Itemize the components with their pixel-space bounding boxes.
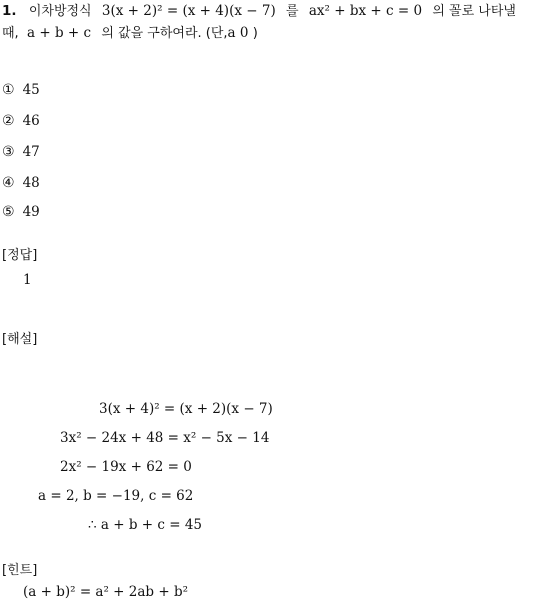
option-mark: ② [2,113,15,129]
question-text: 를 [286,4,299,19]
option-4[interactable] [2,174,40,192]
question-text: 때, [2,26,19,41]
explanation-equation: 3(x + 4)² = (x + 2)(x − 7) [99,401,273,417]
equation-inline: ax² + bx + c = 0 [308,3,423,19]
answer-label: [정답] [2,248,38,263]
hint-label: [힌트] [2,563,38,578]
equation-inline: a + b + c [27,25,92,41]
option-3[interactable] [2,143,40,161]
answer-value: 1 [23,272,32,288]
option-value: 47 [22,144,40,160]
option-mark: ① [2,82,15,98]
explanation-equation: a = 2, b = −19, c = 62 [38,488,194,504]
equation-inline: 3(x + 2)² = (x + 4)(x − 7) [101,3,276,19]
option-mark: ④ [2,175,15,191]
explanation-equation: ∴ a + b + c = 45 [88,517,202,533]
explanation-equation: 3x² − 24x + 48 = x² − 5x − 14 [60,430,270,446]
question-line-1 [2,2,516,21]
question-text: 의 값을 구하여라. (단, [101,26,228,41]
option-mark: ③ [2,144,15,160]
question-line-2 [2,24,258,43]
option-value: 49 [22,204,40,220]
hint-formula: (a + b)² = a² + 2ab + b² [23,584,189,600]
explanation-label: [해설] [2,332,38,347]
question-text: ) [252,26,258,41]
question-text: 의 꼴로 나타낼 [432,4,516,19]
question-text: 이차방정식 [28,4,92,19]
equation-inline: a 0 [227,25,249,41]
option-value: 48 [22,175,40,191]
explanation-equation: 2x² − 19x + 62 = 0 [60,459,192,475]
option-value: 46 [22,113,40,129]
option-5[interactable] [2,203,40,221]
option-value: 45 [22,82,40,98]
option-1[interactable] [2,81,40,99]
option-2[interactable] [2,112,40,130]
question-number: 1. [2,3,17,19]
option-mark: ⑤ [2,204,15,220]
